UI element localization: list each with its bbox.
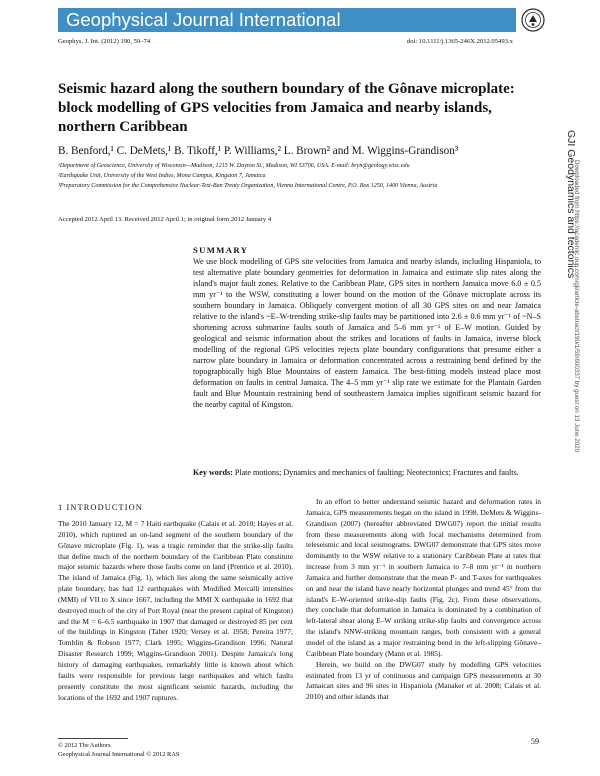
keywords bbox=[193, 467, 541, 478]
journal-crest-icon bbox=[520, 7, 546, 33]
journal-name: Geophysical Journal International bbox=[66, 9, 341, 30]
download-watermark bbox=[571, 160, 581, 580]
left-column bbox=[58, 519, 293, 703]
keywords-label: Key words: bbox=[193, 468, 233, 477]
footer-divider bbox=[58, 738, 128, 739]
article-title: Seismic hazard along the southern boundary of the Gônave microplate: block modelling of GPS velocities from Jamaica and nearby islands, northern Caribbean bbox=[58, 81, 515, 135]
download-note: Downloaded from https://academic.oup.com/gji/article-abstract/190/1/59/600337 by guest on 13 June 2020 bbox=[573, 160, 580, 453]
keywords-text: Plate motions; Dynamics and mechanics of faulting; Neotectonics; Fractures and faults. bbox=[234, 468, 519, 477]
summary-heading: SUMMARY bbox=[193, 245, 249, 255]
intro-paragraph: Herein, we build on the DWG07 study by modelling GPS velocities estimated from 13 yr of continuous and campaign GPS measurements at 30 Jamaican sites and 96 sites in Hispaniola (Manaker et al. 2008; Calais et al. 2010) and other islands that bbox=[306, 659, 541, 702]
right-column bbox=[306, 497, 541, 703]
intro-paragraph: In an effort to better understand seismic hazard and deformation rates in Jamaica, GPS measurements began on the island in 1998. DeMets & Wiggins-Grandison (2007) (hereafter abbreviated DWG07) report the initial results from these measurements along with focal mechanisms determined from teleseismic and local seismograms. DWG07 demonstrate that GPS sites move dominantly to the WSW relative to a stationary Caribbean Plate at rates that increase from 3 mm yr⁻¹ in southern Jamaica to 7–8 mm yr⁻¹ in northern Jamaica and further demonstrate that the mean P- and T-axes for earthquakes on and near the island have nearly horizontal plunges and trend 45° from the island's E–W-oriented strike-slip faults (Fig. 2c). From these observations, they conclude that deformation in Jamaica is dominated by a combination of left-lateral shear along E–W striking strike-slip faults and convergence across the island's NNW-striking mountain ranges, both consistent with a general model of the island as a major restraining bend in the left-slipping Gônave–Caribbean Plate boundary (Mann et al. 1985). bbox=[306, 497, 541, 658]
author-list: B. Benford,¹ C. DeMets,¹ B. Tikoff,¹ P. Williams,² L. Brown² and M. Wiggins-Grandison³ bbox=[58, 145, 459, 157]
journal-banner bbox=[58, 8, 516, 32]
affiliation-1: ¹Department of Geoscience, University of Wisconsin—Madison, 1215 W. Dayton St., Madison, WI 53706, USA. E-mail: bryn@geology.wisc.edu bbox=[58, 163, 410, 169]
affiliation-3: ³Preparatory Commission for the Comprehensive Nuclear-Test-Ban Treaty Organization, Vienna International Centre, P.O. Box 1250, 1400 Vienna, Austria bbox=[58, 183, 438, 189]
copyright: © 2012 The Authors bbox=[58, 742, 111, 749]
doi[interactable]: doi: 10.1111/j.1365-246X.2012.05493.x bbox=[407, 38, 513, 45]
page-number: 59 bbox=[531, 737, 539, 746]
intro-paragraph: The 2010 January 12, M = 7 Haiti earthquake (Calais et al. 2010; Hayes et al. 2010), which ruptured an on-land segment of the southern boundary of the Gônave microplate (Fig. 1), was a tragic reminder that the strike-slip faults that define much of the northern boundary of the Caribbean Plate constitute major seismic hazards where those faults come on land (Prentice et al. 2010). The island of Jamaica (Fig. 1), which lies along the same seismically active plate boundary, has had 12 earthquakes with Modified Mercalli intensities (MMI) of VII to X since 1667, including the MMI X earthquake in 1692 that destroyed much of the city of Port Royal (near the present capital of Kingston) and the M = 6–6.5 earthquake in 1907 that damaged or destroyed 85 per cent of the buildings in Kingston (Taber 1920; Versey et al. 1958; Pereira 1977; Tomblin & Robson 1977; Clark 1995; Wiggins-Grandison 1996; Natural Disaster Research 1999; Wiggins-Grandison 2001). Despite Jamaica's long history of damaging earthquakes, remarkably little is known about which faults were responsible for previous large earthquakes and which faults presently constitute the most significant seismic hazards, including the locations of the 1692 and 1907 ruptures. bbox=[58, 519, 293, 702]
summary-section bbox=[193, 245, 541, 410]
section-heading: 1 INTRODUCTION bbox=[58, 503, 143, 512]
journal-copyright: Geophysical Journal International © 2012 RAS bbox=[58, 751, 180, 758]
affiliation-2: ²Earthquake Unit, University of the West Indies, Mona Campus, Kingston 7, Jamaica bbox=[58, 173, 266, 179]
received-accepted-dates: Accepted 2012 April 13. Received 2012 April 1; in original form 2012 January 4 bbox=[58, 216, 272, 223]
citation: Geophys. J. Int. (2012) 190, 59–74 bbox=[58, 38, 151, 45]
section-sidebar-label: GJI Geodynamics and tectonics bbox=[565, 130, 577, 279]
summary-text: We use block modelling of GPS site velocities from Jamaica and nearby islands, including Hispaniola, to test alternative plate boundary geometries for deformation in Jamaica and estimate slip rates along the island's major fault zones. Relative to the Caribbean Plate, GPS sites in northern Jamaica move 6.0 ± 0.5 mm yr⁻¹ to the WSW, constituting a lower bound on the motion of the Gônave microplate across its southern boundary in Jamaica. Obliquely convergent motion of all 30 GPS sites on and near Jamaica relative to the island's ~E–W-trending strike-slip faults may be partitioned into 2.6 ± 0.6 mm yr⁻¹ of ~N–S shortening across submarine faults south of Jamaica and 5–6 mm yr⁻¹ of E–W motion. Guided by geological and seismic information about the strikes and locations of faults in Jamaica, inverse block modelling of the regional GPS velocities rejects plate boundary configurations that presume either a narrow plate boundary in Jamaica or deformation concentrated across a restraining bend defined by the topographically high Blue Mountains of eastern Jamaica. The best-fitting models instead place most deformation on faults in central Jamaica. The 4–5 mm yr⁻¹ slip rate we estimate for the Plantain Garden fault and Blue Mountain restraining bend of southeastern Jamaica implies significant seismic hazard for the nearby capital of Kingston. bbox=[193, 257, 541, 409]
